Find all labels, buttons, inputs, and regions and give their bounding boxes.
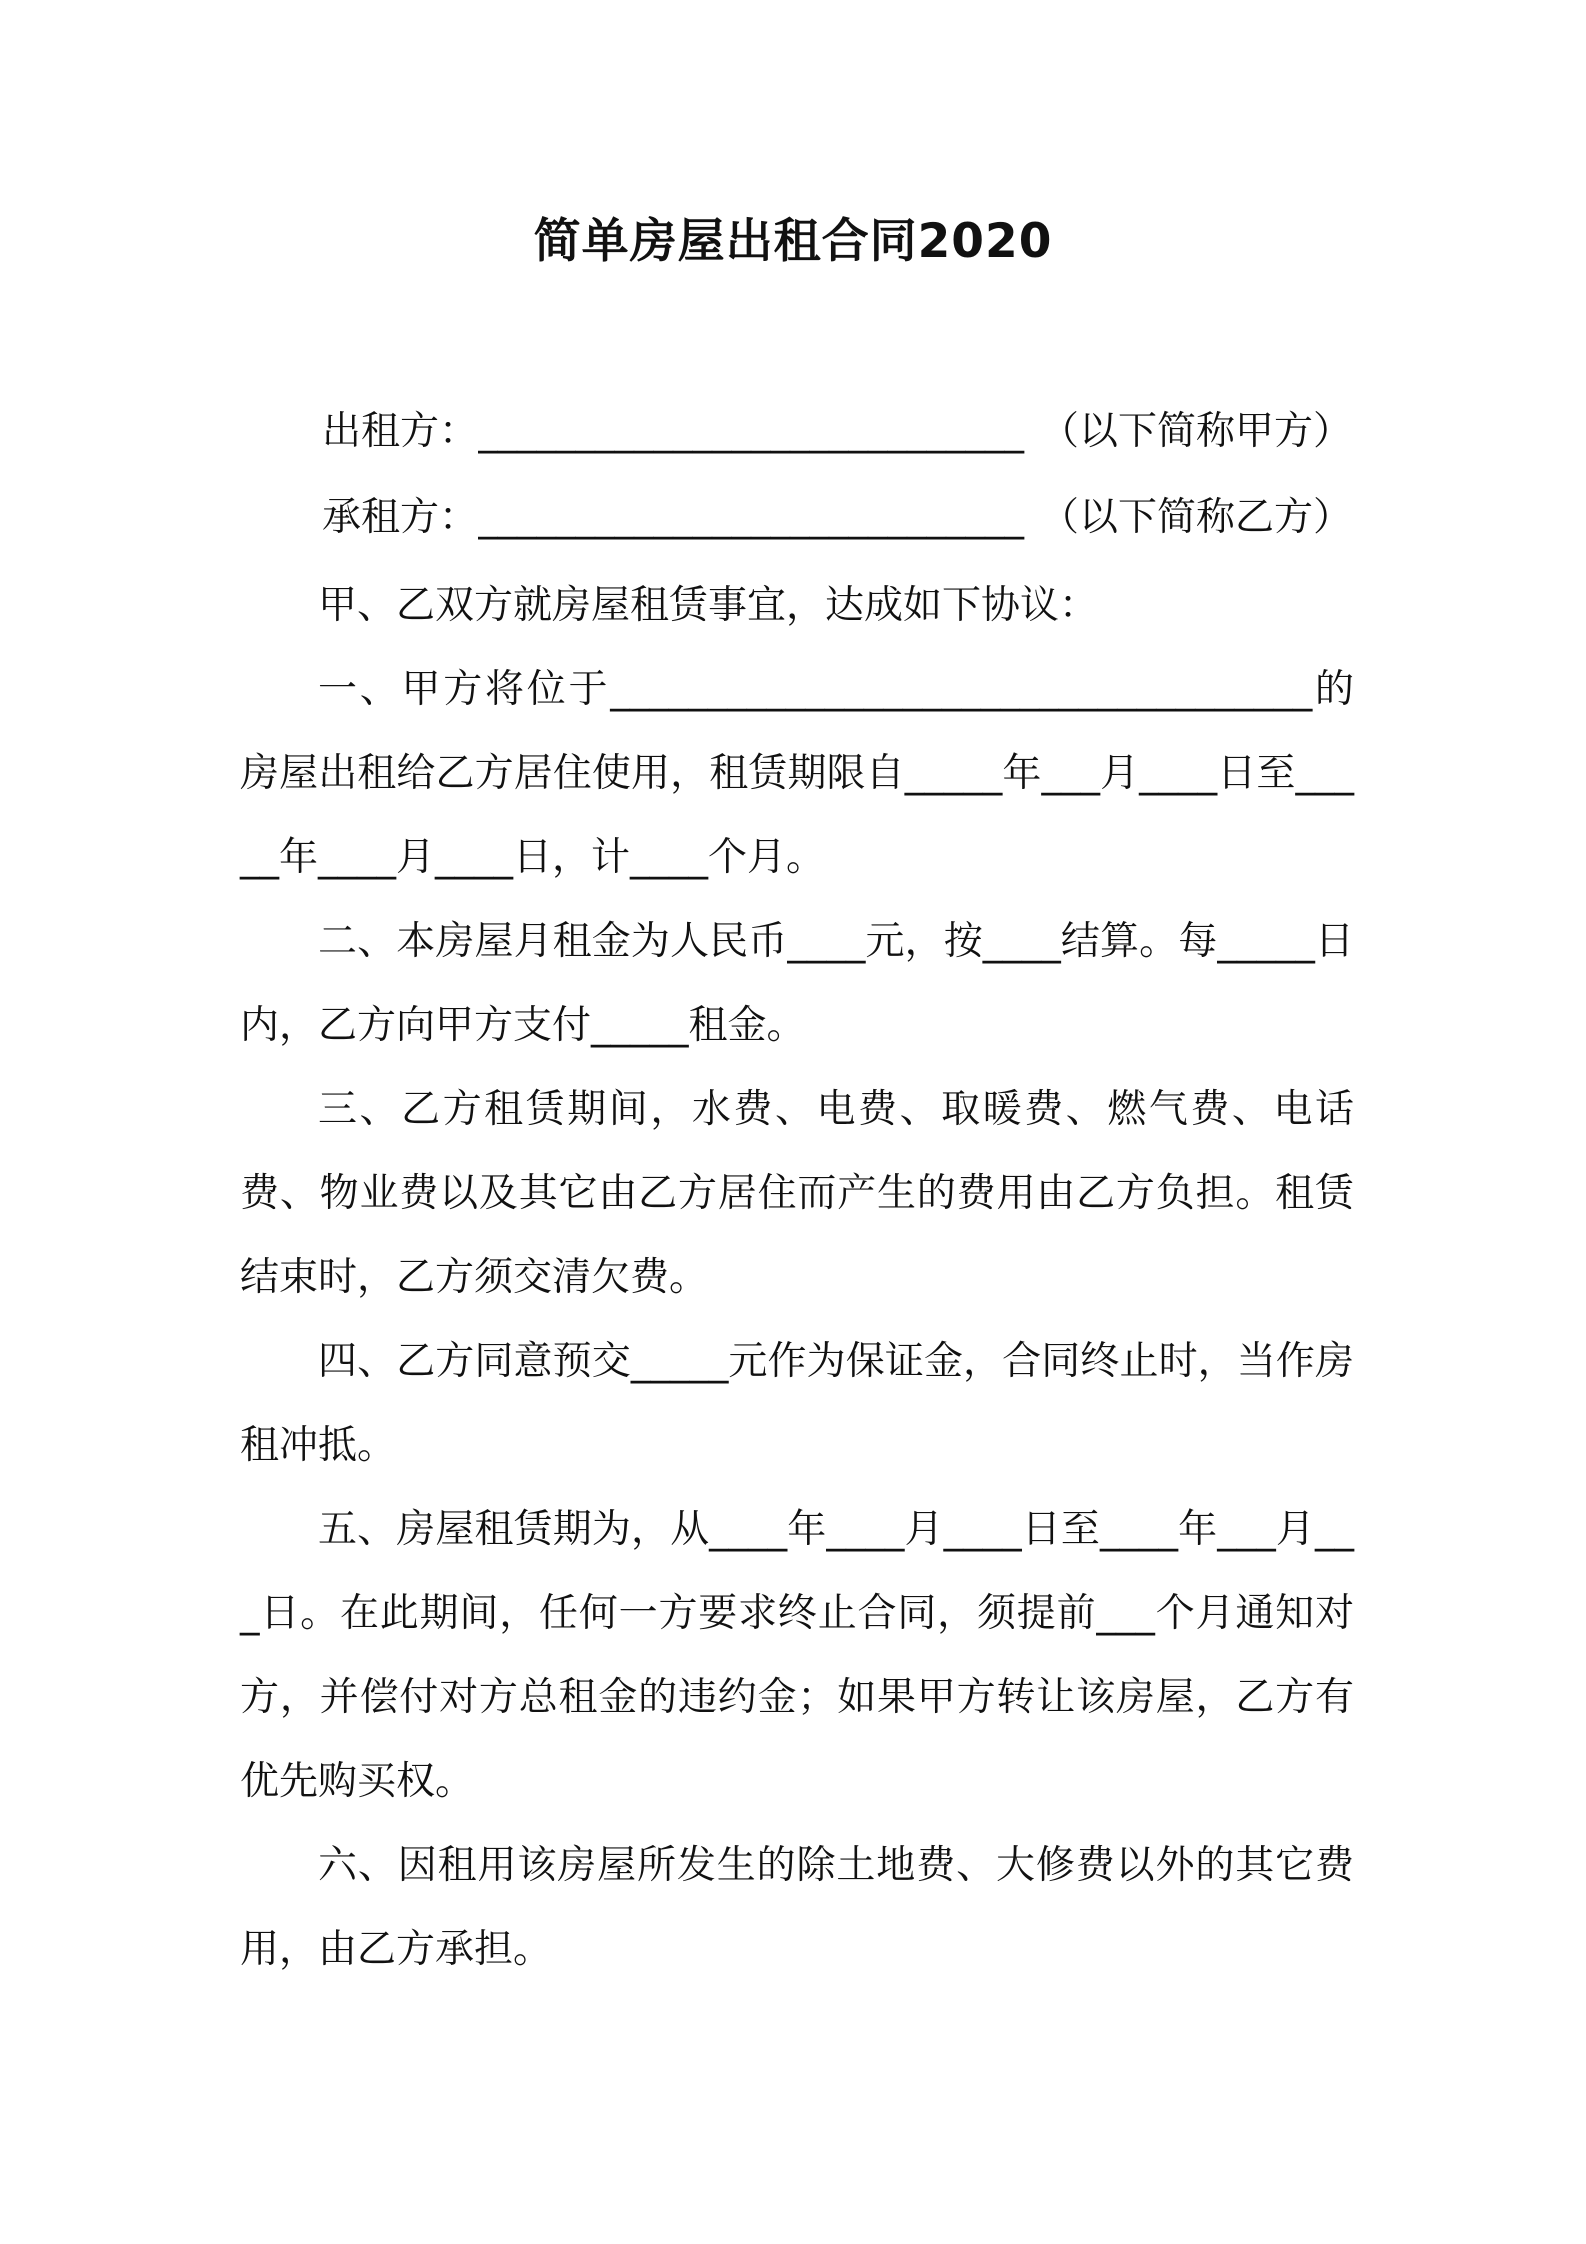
lessor-line [322, 402, 1352, 462]
intro-paragraph: 甲、乙双方就房屋租赁事宜，达成如下协议： [318, 583, 1099, 628]
lessor-blank: ____________________________ [478, 409, 1025, 454]
lessee-suffix: （以下简称乙方） [1039, 495, 1352, 540]
document-title: 简单房屋出租合同2020 [533, 214, 1053, 269]
clause-2-paragraph: 二、本房屋月租金为人民币____元，按____结算。每_____日内，乙方向甲方支付_____租金。 [240, 919, 1354, 1048]
lessee-blank: ____________________________ [478, 495, 1025, 540]
clause-5-paragraph: 五、房屋租赁期为，从____年____月____日至____年___月___日。在此期间，任何一方要求终止合同，须提前___个月通知对方，并偿付对方总租金的违约金；如果甲方转让该房屋，乙方有优先购买权。 [240, 1507, 1354, 1804]
clause-1-paragraph: 一、甲方将位于____________________________________的房屋出租给乙方居住使用，租赁期限自_____年___月____日至_____年____月____日，计____个月。 [240, 667, 1354, 880]
clause-3-paragraph: 三、乙方租赁期间，水费、电费、取暖费、燃气费、电话费、物业费以及其它由乙方居住而产生的费用由乙方负担。租赁结束时，乙方须交清欠费。 [240, 1087, 1354, 1300]
contract-body [240, 564, 1354, 1992]
lessor-label: 出租方： [322, 409, 479, 454]
clause-4-paragraph: 四、乙方同意预交_____元作为保证金，合同终止时，当作房租冲抵。 [240, 1339, 1354, 1468]
lessee-line [322, 488, 1352, 548]
lessor-suffix: （以下简称甲方） [1039, 409, 1352, 454]
lessee-label: 承租方： [322, 495, 479, 540]
clause-6-paragraph: 六、因租用该房屋所发生的除土地费、大修费以外的其它费用，由乙方承担。 [240, 1843, 1354, 1972]
